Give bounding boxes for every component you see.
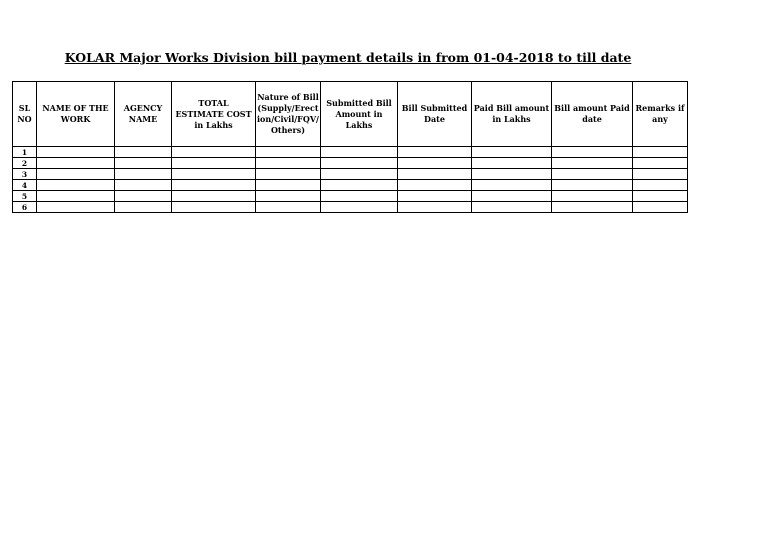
cell-submitted-bill-amount bbox=[321, 202, 398, 213]
cell-sl-no: 5 bbox=[13, 191, 37, 202]
header-bill-submitted-date: Bill Submitted Date bbox=[398, 82, 472, 147]
cell-bill-submitted-date bbox=[398, 202, 472, 213]
table-row bbox=[13, 180, 688, 191]
cell-submitted-bill-amount bbox=[321, 169, 398, 180]
cell-total-estimate-cost bbox=[172, 147, 256, 158]
cell-nature-of-bill bbox=[256, 191, 321, 202]
table-row bbox=[13, 169, 688, 180]
cell-paid-bill-amount bbox=[472, 191, 552, 202]
table-header-row bbox=[13, 82, 688, 147]
cell-total-estimate-cost bbox=[172, 158, 256, 169]
cell-remarks bbox=[633, 202, 688, 213]
cell-name-of-work bbox=[37, 158, 115, 169]
cell-remarks bbox=[633, 191, 688, 202]
cell-remarks bbox=[633, 158, 688, 169]
cell-remarks bbox=[633, 169, 688, 180]
cell-total-estimate-cost bbox=[172, 191, 256, 202]
cell-sl-no: 2 bbox=[13, 158, 37, 169]
cell-paid-bill-amount bbox=[472, 169, 552, 180]
cell-submitted-bill-amount bbox=[321, 158, 398, 169]
cell-sl-no: 4 bbox=[13, 180, 37, 191]
header-submitted-bill-amount: Submitted Bill Amount in Lakhs bbox=[321, 82, 398, 147]
cell-bill-submitted-date bbox=[398, 180, 472, 191]
document-title: KOLAR Major Works Division bill payment details in from 01-04-2018 to till date bbox=[64, 50, 632, 65]
cell-name-of-work bbox=[37, 202, 115, 213]
cell-bill-submitted-date bbox=[398, 191, 472, 202]
cell-name-of-work bbox=[37, 191, 115, 202]
cell-nature-of-bill bbox=[256, 202, 321, 213]
cell-bill-paid-date bbox=[552, 158, 633, 169]
cell-total-estimate-cost bbox=[172, 202, 256, 213]
cell-name-of-work bbox=[37, 180, 115, 191]
header-agency-name: AGENCY NAME bbox=[115, 82, 172, 147]
header-paid-bill-amount: Paid Bill amount in Lakhs bbox=[472, 82, 552, 147]
cell-total-estimate-cost bbox=[172, 169, 256, 180]
cell-submitted-bill-amount bbox=[321, 147, 398, 158]
table-row bbox=[13, 202, 688, 213]
header-remarks: Remarks if any bbox=[633, 82, 688, 147]
cell-bill-paid-date bbox=[552, 191, 633, 202]
cell-name-of-work bbox=[37, 169, 115, 180]
cell-paid-bill-amount bbox=[472, 180, 552, 191]
cell-agency-name bbox=[115, 202, 172, 213]
cell-sl-no: 1 bbox=[13, 147, 37, 158]
cell-sl-no: 3 bbox=[13, 169, 37, 180]
cell-nature-of-bill bbox=[256, 158, 321, 169]
cell-sl-no: 6 bbox=[13, 202, 37, 213]
cell-submitted-bill-amount bbox=[321, 180, 398, 191]
cell-bill-paid-date bbox=[552, 202, 633, 213]
bill-payment-table bbox=[12, 81, 688, 213]
cell-nature-of-bill bbox=[256, 169, 321, 180]
cell-agency-name bbox=[115, 180, 172, 191]
cell-bill-paid-date bbox=[552, 147, 633, 158]
header-bill-paid-date: Bill amount Paid date bbox=[552, 82, 633, 147]
cell-bill-paid-date bbox=[552, 169, 633, 180]
header-sl-no: SL NO bbox=[13, 82, 37, 147]
cell-bill-submitted-date bbox=[398, 158, 472, 169]
header-total-estimate-cost: TOTAL ESTIMATE COST in Lakhs bbox=[172, 82, 256, 147]
cell-total-estimate-cost bbox=[172, 180, 256, 191]
cell-bill-paid-date bbox=[552, 180, 633, 191]
cell-remarks bbox=[633, 180, 688, 191]
cell-submitted-bill-amount bbox=[321, 191, 398, 202]
cell-agency-name bbox=[115, 158, 172, 169]
cell-remarks bbox=[633, 147, 688, 158]
cell-agency-name bbox=[115, 191, 172, 202]
cell-agency-name bbox=[115, 169, 172, 180]
cell-bill-submitted-date bbox=[398, 169, 472, 180]
cell-paid-bill-amount bbox=[472, 147, 552, 158]
cell-bill-submitted-date bbox=[398, 147, 472, 158]
cell-nature-of-bill bbox=[256, 147, 321, 158]
cell-paid-bill-amount bbox=[472, 202, 552, 213]
cell-name-of-work bbox=[37, 147, 115, 158]
table-row bbox=[13, 147, 688, 158]
table-row bbox=[13, 191, 688, 202]
cell-nature-of-bill bbox=[256, 180, 321, 191]
cell-paid-bill-amount bbox=[472, 158, 552, 169]
header-nature-of-bill: Nature of Bill (Supply/Erection/Civil/FQV/Others) bbox=[256, 82, 321, 147]
table-row bbox=[13, 158, 688, 169]
cell-agency-name bbox=[115, 147, 172, 158]
header-name-of-work: NAME OF THE WORK bbox=[37, 82, 115, 147]
